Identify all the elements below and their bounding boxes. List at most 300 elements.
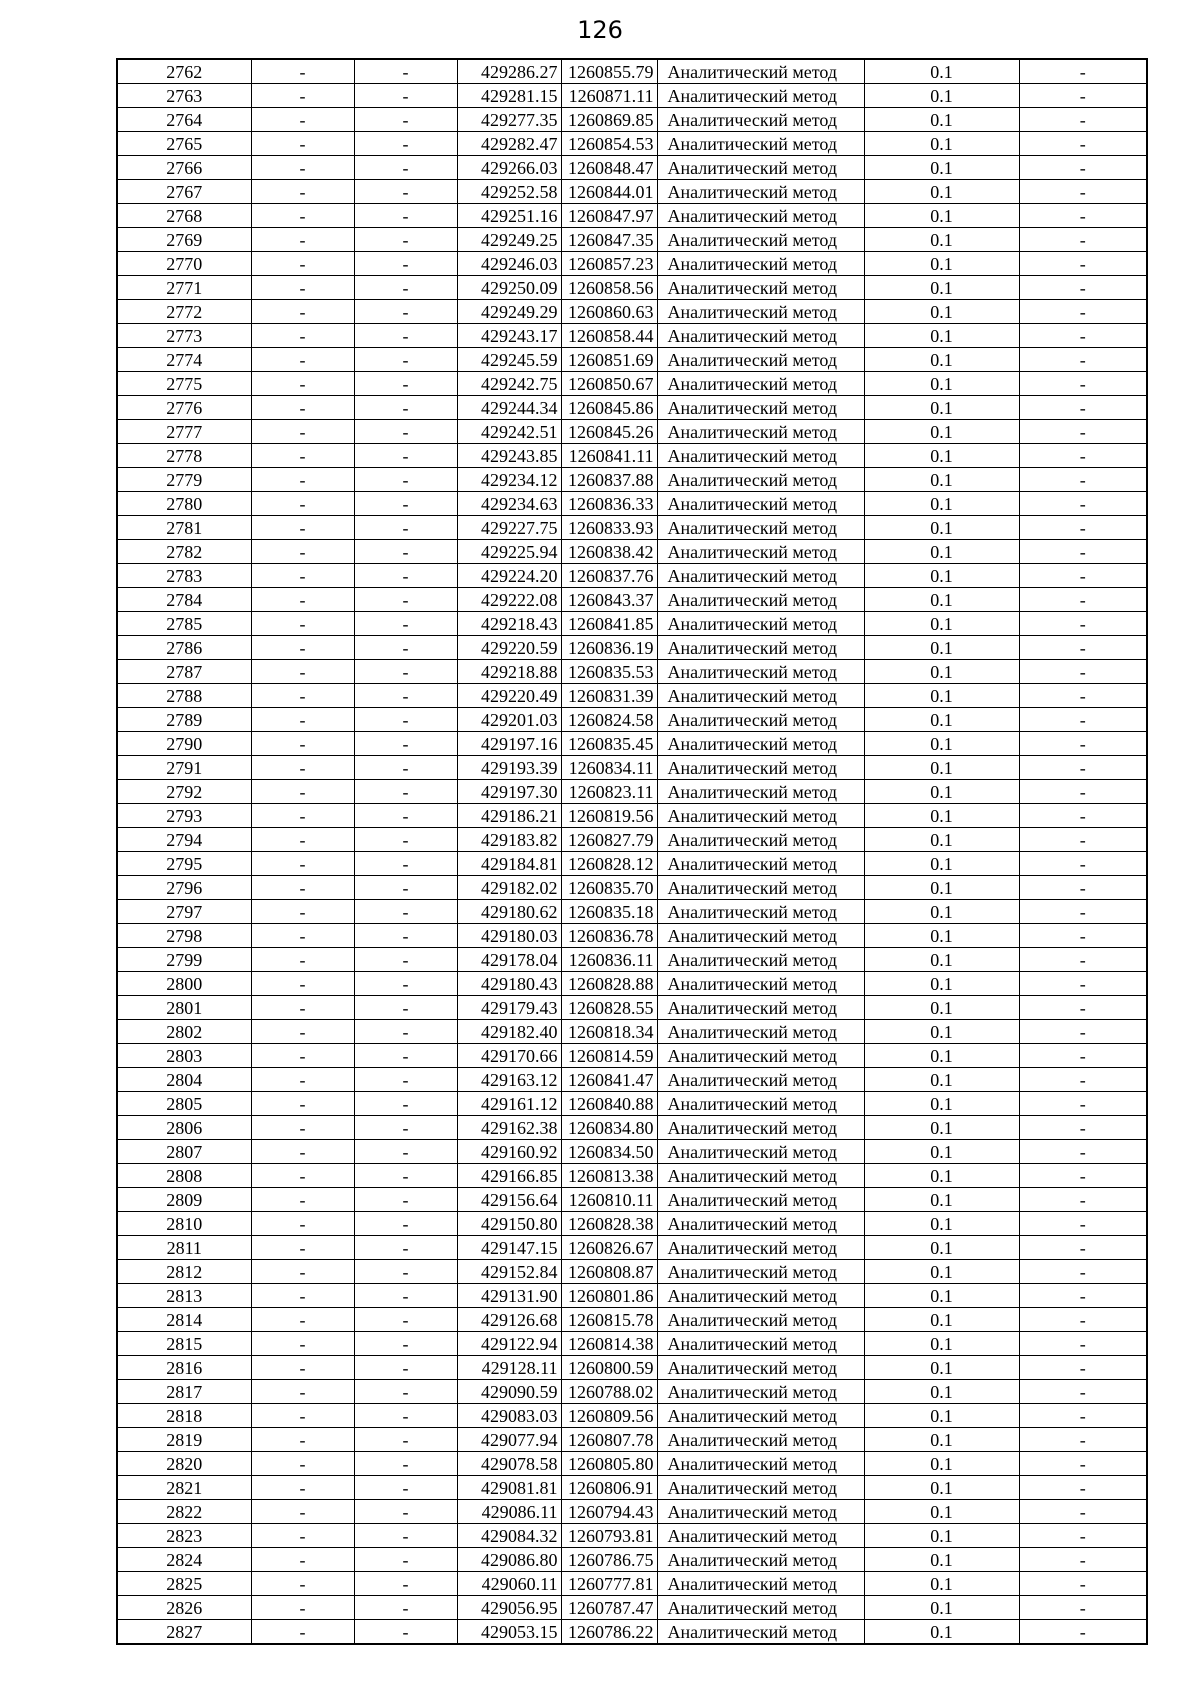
point-number-cell: 2798 — [117, 924, 251, 948]
table-row — [117, 228, 1147, 252]
y-coordinate-cell: 1260807.78 — [561, 1428, 657, 1452]
point-number-cell: 2780 — [117, 492, 251, 516]
point-number-cell: 2792 — [117, 780, 251, 804]
y-coordinate-cell: 1260828.55 — [561, 996, 657, 1020]
x-coordinate-cell: 429060.11 — [457, 1572, 561, 1596]
method-cell: Аналитический метод — [657, 300, 864, 324]
accuracy-cell: 0.1 — [864, 1308, 1019, 1332]
method-cell: Аналитический метод — [657, 1476, 864, 1500]
point-number-cell: 2813 — [117, 1284, 251, 1308]
note-cell: - — [1019, 204, 1147, 228]
empty-cell-2: - — [354, 1236, 457, 1260]
point-number-cell: 2778 — [117, 444, 251, 468]
accuracy-cell: 0.1 — [864, 612, 1019, 636]
point-number-cell: 2807 — [117, 1140, 251, 1164]
accuracy-cell: 0.1 — [864, 276, 1019, 300]
table-row — [117, 1356, 1147, 1380]
x-coordinate-cell: 429281.15 — [457, 84, 561, 108]
note-cell: - — [1019, 828, 1147, 852]
table-row — [117, 492, 1147, 516]
empty-cell-1: - — [251, 1044, 354, 1068]
table-row — [117, 516, 1147, 540]
y-coordinate-cell: 1260858.56 — [561, 276, 657, 300]
y-coordinate-cell: 1260847.35 — [561, 228, 657, 252]
empty-cell-1: - — [251, 1356, 354, 1380]
accuracy-cell: 0.1 — [864, 1572, 1019, 1596]
note-cell: - — [1019, 588, 1147, 612]
x-coordinate-cell: 429197.30 — [457, 780, 561, 804]
x-coordinate-cell: 429086.80 — [457, 1548, 561, 1572]
accuracy-cell: 0.1 — [864, 1428, 1019, 1452]
note-cell: - — [1019, 516, 1147, 540]
point-number-cell: 2764 — [117, 108, 251, 132]
empty-cell-1: - — [251, 1140, 354, 1164]
empty-cell-2: - — [354, 516, 457, 540]
x-coordinate-cell: 429090.59 — [457, 1380, 561, 1404]
table-row — [117, 1284, 1147, 1308]
y-coordinate-cell: 1260827.79 — [561, 828, 657, 852]
point-number-cell: 2790 — [117, 732, 251, 756]
table-row — [117, 1092, 1147, 1116]
method-cell: Аналитический метод — [657, 1092, 864, 1116]
accuracy-cell: 0.1 — [864, 156, 1019, 180]
method-cell: Аналитический метод — [657, 588, 864, 612]
note-cell: - — [1019, 948, 1147, 972]
y-coordinate-cell: 1260851.69 — [561, 348, 657, 372]
empty-cell-1: - — [251, 708, 354, 732]
point-number-cell: 2766 — [117, 156, 251, 180]
empty-cell-2: - — [354, 996, 457, 1020]
y-coordinate-cell: 1260845.26 — [561, 420, 657, 444]
point-number-cell: 2820 — [117, 1452, 251, 1476]
y-coordinate-cell: 1260855.79 — [561, 59, 657, 84]
y-coordinate-cell: 1260826.67 — [561, 1236, 657, 1260]
x-coordinate-cell: 429081.81 — [457, 1476, 561, 1500]
y-coordinate-cell: 1260793.81 — [561, 1524, 657, 1548]
method-cell: Аналитический метод — [657, 156, 864, 180]
accuracy-cell: 0.1 — [864, 1140, 1019, 1164]
empty-cell-2: - — [354, 324, 457, 348]
accuracy-cell: 0.1 — [864, 1212, 1019, 1236]
x-coordinate-cell: 429180.62 — [457, 900, 561, 924]
method-cell: Аналитический метод — [657, 1356, 864, 1380]
empty-cell-2: - — [354, 1452, 457, 1476]
x-coordinate-cell: 429182.40 — [457, 1020, 561, 1044]
point-number-cell: 2795 — [117, 852, 251, 876]
table-row — [117, 252, 1147, 276]
method-cell: Аналитический метод — [657, 1524, 864, 1548]
method-cell: Аналитический метод — [657, 612, 864, 636]
empty-cell-2: - — [354, 468, 457, 492]
empty-cell-2: - — [354, 1092, 457, 1116]
empty-cell-1: - — [251, 684, 354, 708]
y-coordinate-cell: 1260845.86 — [561, 396, 657, 420]
y-coordinate-cell: 1260809.56 — [561, 1404, 657, 1428]
empty-cell-1: - — [251, 516, 354, 540]
accuracy-cell: 0.1 — [864, 588, 1019, 612]
table-row — [117, 1116, 1147, 1140]
empty-cell-2: - — [354, 1188, 457, 1212]
empty-cell-2: - — [354, 252, 457, 276]
table-row — [117, 276, 1147, 300]
x-coordinate-cell: 429234.63 — [457, 492, 561, 516]
y-coordinate-cell: 1260848.47 — [561, 156, 657, 180]
y-coordinate-cell: 1260850.67 — [561, 372, 657, 396]
empty-cell-2: - — [354, 1524, 457, 1548]
x-coordinate-cell: 429077.94 — [457, 1428, 561, 1452]
table-row — [117, 1548, 1147, 1572]
x-coordinate-cell: 429122.94 — [457, 1332, 561, 1356]
point-number-cell: 2777 — [117, 420, 251, 444]
x-coordinate-cell: 429243.17 — [457, 324, 561, 348]
method-cell: Аналитический метод — [657, 1116, 864, 1140]
point-number-cell: 2811 — [117, 1236, 251, 1260]
empty-cell-2: - — [354, 1380, 457, 1404]
note-cell: - — [1019, 1164, 1147, 1188]
page-number: 126 — [577, 16, 623, 44]
accuracy-cell: 0.1 — [864, 1524, 1019, 1548]
point-number-cell: 2819 — [117, 1428, 251, 1452]
x-coordinate-cell: 429152.84 — [457, 1260, 561, 1284]
table-row — [117, 924, 1147, 948]
accuracy-cell: 0.1 — [864, 84, 1019, 108]
method-cell: Аналитический метод — [657, 204, 864, 228]
y-coordinate-cell: 1260828.38 — [561, 1212, 657, 1236]
note-cell: - — [1019, 540, 1147, 564]
y-coordinate-cell: 1260836.78 — [561, 924, 657, 948]
empty-cell-2: - — [354, 1044, 457, 1068]
note-cell: - — [1019, 1524, 1147, 1548]
point-number-cell: 2808 — [117, 1164, 251, 1188]
accuracy-cell: 0.1 — [864, 372, 1019, 396]
empty-cell-2: - — [354, 1620, 457, 1645]
empty-cell-2: - — [354, 828, 457, 852]
empty-cell-1: - — [251, 948, 354, 972]
empty-cell-1: - — [251, 156, 354, 180]
accuracy-cell: 0.1 — [864, 180, 1019, 204]
table-row — [117, 180, 1147, 204]
note-cell: - — [1019, 372, 1147, 396]
table-row — [117, 708, 1147, 732]
method-cell: Аналитический метод — [657, 516, 864, 540]
note-cell: - — [1019, 1572, 1147, 1596]
empty-cell-1: - — [251, 876, 354, 900]
empty-cell-2: - — [354, 444, 457, 468]
note-cell: - — [1019, 1236, 1147, 1260]
method-cell: Аналитический метод — [657, 924, 864, 948]
accuracy-cell: 0.1 — [864, 1356, 1019, 1380]
table-row — [117, 156, 1147, 180]
table-row — [117, 468, 1147, 492]
point-number-cell: 2809 — [117, 1188, 251, 1212]
table-row — [117, 1380, 1147, 1404]
point-number-cell: 2784 — [117, 588, 251, 612]
empty-cell-2: - — [354, 708, 457, 732]
table-row — [117, 1428, 1147, 1452]
point-number-cell: 2779 — [117, 468, 251, 492]
accuracy-cell: 0.1 — [864, 228, 1019, 252]
empty-cell-2: - — [354, 732, 457, 756]
x-coordinate-cell: 429078.58 — [457, 1452, 561, 1476]
x-coordinate-cell: 429083.03 — [457, 1404, 561, 1428]
empty-cell-1: - — [251, 108, 354, 132]
y-coordinate-cell: 1260828.88 — [561, 972, 657, 996]
point-number-cell: 2794 — [117, 828, 251, 852]
table-row — [117, 852, 1147, 876]
y-coordinate-cell: 1260828.12 — [561, 852, 657, 876]
accuracy-cell: 0.1 — [864, 564, 1019, 588]
empty-cell-2: - — [354, 612, 457, 636]
accuracy-cell: 0.1 — [864, 132, 1019, 156]
empty-cell-1: - — [251, 396, 354, 420]
accuracy-cell: 0.1 — [864, 1116, 1019, 1140]
note-cell: - — [1019, 1620, 1147, 1645]
note-cell: - — [1019, 300, 1147, 324]
y-coordinate-cell: 1260860.63 — [561, 300, 657, 324]
method-cell: Аналитический метод — [657, 684, 864, 708]
empty-cell-2: - — [354, 1428, 457, 1452]
accuracy-cell: 0.1 — [864, 1404, 1019, 1428]
y-coordinate-cell: 1260835.45 — [561, 732, 657, 756]
empty-cell-1: - — [251, 1236, 354, 1260]
method-cell: Аналитический метод — [657, 228, 864, 252]
accuracy-cell: 0.1 — [864, 1236, 1019, 1260]
note-cell: - — [1019, 1020, 1147, 1044]
note-cell: - — [1019, 228, 1147, 252]
table-row — [117, 1524, 1147, 1548]
accuracy-cell: 0.1 — [864, 1020, 1019, 1044]
accuracy-cell: 0.1 — [864, 204, 1019, 228]
x-coordinate-cell: 429218.43 — [457, 612, 561, 636]
method-cell: Аналитический метод — [657, 1572, 864, 1596]
accuracy-cell: 0.1 — [864, 756, 1019, 780]
x-coordinate-cell: 429086.11 — [457, 1500, 561, 1524]
y-coordinate-cell: 1260810.11 — [561, 1188, 657, 1212]
table-row — [117, 732, 1147, 756]
accuracy-cell: 0.1 — [864, 59, 1019, 84]
empty-cell-2: - — [354, 804, 457, 828]
note-cell: - — [1019, 1500, 1147, 1524]
table-row — [117, 1068, 1147, 1092]
empty-cell-1: - — [251, 1020, 354, 1044]
accuracy-cell: 0.1 — [864, 948, 1019, 972]
x-coordinate-cell: 429180.43 — [457, 972, 561, 996]
accuracy-cell: 0.1 — [864, 540, 1019, 564]
empty-cell-1: - — [251, 252, 354, 276]
empty-cell-1: - — [251, 204, 354, 228]
method-cell: Аналитический метод — [657, 1188, 864, 1212]
accuracy-cell: 0.1 — [864, 516, 1019, 540]
accuracy-cell: 0.1 — [864, 108, 1019, 132]
note-cell: - — [1019, 660, 1147, 684]
method-cell: Аналитический метод — [657, 1044, 864, 1068]
point-number-cell: 2818 — [117, 1404, 251, 1428]
table-row — [117, 1620, 1147, 1645]
empty-cell-2: - — [354, 900, 457, 924]
empty-cell-1: - — [251, 1212, 354, 1236]
note-cell: - — [1019, 1596, 1147, 1620]
empty-cell-1: - — [251, 300, 354, 324]
empty-cell-2: - — [354, 156, 457, 180]
empty-cell-2: - — [354, 1308, 457, 1332]
method-cell: Аналитический метод — [657, 1260, 864, 1284]
empty-cell-2: - — [354, 876, 457, 900]
note-cell: - — [1019, 156, 1147, 180]
method-cell: Аналитический метод — [657, 1068, 864, 1092]
table-row — [117, 780, 1147, 804]
accuracy-cell: 0.1 — [864, 732, 1019, 756]
empty-cell-2: - — [354, 564, 457, 588]
method-cell: Аналитический метод — [657, 1236, 864, 1260]
empty-cell-1: - — [251, 732, 354, 756]
y-coordinate-cell: 1260836.19 — [561, 636, 657, 660]
empty-cell-2: - — [354, 1332, 457, 1356]
method-cell: Аналитический метод — [657, 1500, 864, 1524]
empty-cell-2: - — [354, 1548, 457, 1572]
empty-cell-2: - — [354, 108, 457, 132]
empty-cell-1: - — [251, 1476, 354, 1500]
method-cell: Аналитический метод — [657, 1428, 864, 1452]
y-coordinate-cell: 1260831.39 — [561, 684, 657, 708]
empty-cell-2: - — [354, 924, 457, 948]
method-cell: Аналитический метод — [657, 756, 864, 780]
empty-cell-2: - — [354, 588, 457, 612]
table-row — [117, 300, 1147, 324]
method-cell: Аналитический метод — [657, 708, 864, 732]
empty-cell-1: - — [251, 1308, 354, 1332]
table-row — [117, 420, 1147, 444]
y-coordinate-cell: 1260818.34 — [561, 1020, 657, 1044]
note-cell: - — [1019, 804, 1147, 828]
point-number-cell: 2797 — [117, 900, 251, 924]
empty-cell-1: - — [251, 1620, 354, 1645]
empty-cell-1: - — [251, 84, 354, 108]
point-number-cell: 2786 — [117, 636, 251, 660]
empty-cell-2: - — [354, 420, 457, 444]
empty-cell-1: - — [251, 540, 354, 564]
note-cell: - — [1019, 924, 1147, 948]
accuracy-cell: 0.1 — [864, 1284, 1019, 1308]
accuracy-cell: 0.1 — [864, 1620, 1019, 1645]
method-cell: Аналитический метод — [657, 972, 864, 996]
point-number-cell: 2773 — [117, 324, 251, 348]
accuracy-cell: 0.1 — [864, 492, 1019, 516]
table-body — [117, 59, 1147, 1644]
method-cell: Аналитический метод — [657, 564, 864, 588]
empty-cell-1: - — [251, 1188, 354, 1212]
y-coordinate-cell: 1260843.37 — [561, 588, 657, 612]
accuracy-cell: 0.1 — [864, 1380, 1019, 1404]
empty-cell-1: - — [251, 1452, 354, 1476]
accuracy-cell: 0.1 — [864, 804, 1019, 828]
method-cell: Аналитический метод — [657, 660, 864, 684]
point-number-cell: 2765 — [117, 132, 251, 156]
point-number-cell: 2827 — [117, 1620, 251, 1645]
accuracy-cell: 0.1 — [864, 780, 1019, 804]
y-coordinate-cell: 1260834.50 — [561, 1140, 657, 1164]
method-cell: Аналитический метод — [657, 540, 864, 564]
point-number-cell: 2796 — [117, 876, 251, 900]
point-number-cell: 2768 — [117, 204, 251, 228]
table-row — [117, 1188, 1147, 1212]
method-cell: Аналитический метод — [657, 1380, 864, 1404]
method-cell: Аналитический метод — [657, 108, 864, 132]
point-number-cell: 2801 — [117, 996, 251, 1020]
method-cell: Аналитический метод — [657, 1020, 864, 1044]
method-cell: Аналитический метод — [657, 1164, 864, 1188]
method-cell: Аналитический метод — [657, 444, 864, 468]
empty-cell-2: - — [354, 972, 457, 996]
accuracy-cell: 0.1 — [864, 444, 1019, 468]
empty-cell-1: - — [251, 1500, 354, 1524]
x-coordinate-cell: 429224.20 — [457, 564, 561, 588]
accuracy-cell: 0.1 — [864, 252, 1019, 276]
accuracy-cell: 0.1 — [864, 396, 1019, 420]
x-coordinate-cell: 429245.59 — [457, 348, 561, 372]
y-coordinate-cell: 1260823.11 — [561, 780, 657, 804]
accuracy-cell: 0.1 — [864, 1188, 1019, 1212]
empty-cell-1: - — [251, 59, 354, 84]
note-cell: - — [1019, 84, 1147, 108]
table-row — [117, 756, 1147, 780]
empty-cell-2: - — [354, 1260, 457, 1284]
table-row — [117, 396, 1147, 420]
method-cell: Аналитический метод — [657, 828, 864, 852]
note-cell: - — [1019, 684, 1147, 708]
table-row — [117, 1596, 1147, 1620]
accuracy-cell: 0.1 — [864, 1548, 1019, 1572]
method-cell: Аналитический метод — [657, 1596, 864, 1620]
empty-cell-2: - — [354, 1596, 457, 1620]
table-row — [117, 372, 1147, 396]
x-coordinate-cell: 429250.09 — [457, 276, 561, 300]
note-cell: - — [1019, 1404, 1147, 1428]
method-cell: Аналитический метод — [657, 804, 864, 828]
empty-cell-2: - — [354, 204, 457, 228]
point-number-cell: 2771 — [117, 276, 251, 300]
method-cell: Аналитический метод — [657, 492, 864, 516]
note-cell: - — [1019, 132, 1147, 156]
point-number-cell: 2810 — [117, 1212, 251, 1236]
note-cell: - — [1019, 1356, 1147, 1380]
x-coordinate-cell: 429161.12 — [457, 1092, 561, 1116]
note-cell: - — [1019, 420, 1147, 444]
note-cell: - — [1019, 1380, 1147, 1404]
x-coordinate-cell: 429251.16 — [457, 204, 561, 228]
empty-cell-1: - — [251, 1164, 354, 1188]
empty-cell-1: - — [251, 924, 354, 948]
x-coordinate-cell: 429249.25 — [457, 228, 561, 252]
empty-cell-1: - — [251, 1092, 354, 1116]
note-cell: - — [1019, 276, 1147, 300]
point-number-cell: 2782 — [117, 540, 251, 564]
x-coordinate-cell: 429242.51 — [457, 420, 561, 444]
x-coordinate-cell: 429131.90 — [457, 1284, 561, 1308]
empty-cell-2: - — [354, 1572, 457, 1596]
table-row — [117, 612, 1147, 636]
point-number-cell: 2804 — [117, 1068, 251, 1092]
empty-cell-1: - — [251, 324, 354, 348]
point-number-cell: 2774 — [117, 348, 251, 372]
method-cell: Аналитический метод — [657, 1548, 864, 1572]
x-coordinate-cell: 429162.38 — [457, 1116, 561, 1140]
accuracy-cell: 0.1 — [864, 924, 1019, 948]
y-coordinate-cell: 1260858.44 — [561, 324, 657, 348]
table-row — [117, 1500, 1147, 1524]
x-coordinate-cell: 429286.27 — [457, 59, 561, 84]
empty-cell-2: - — [354, 540, 457, 564]
y-coordinate-cell: 1260841.85 — [561, 612, 657, 636]
